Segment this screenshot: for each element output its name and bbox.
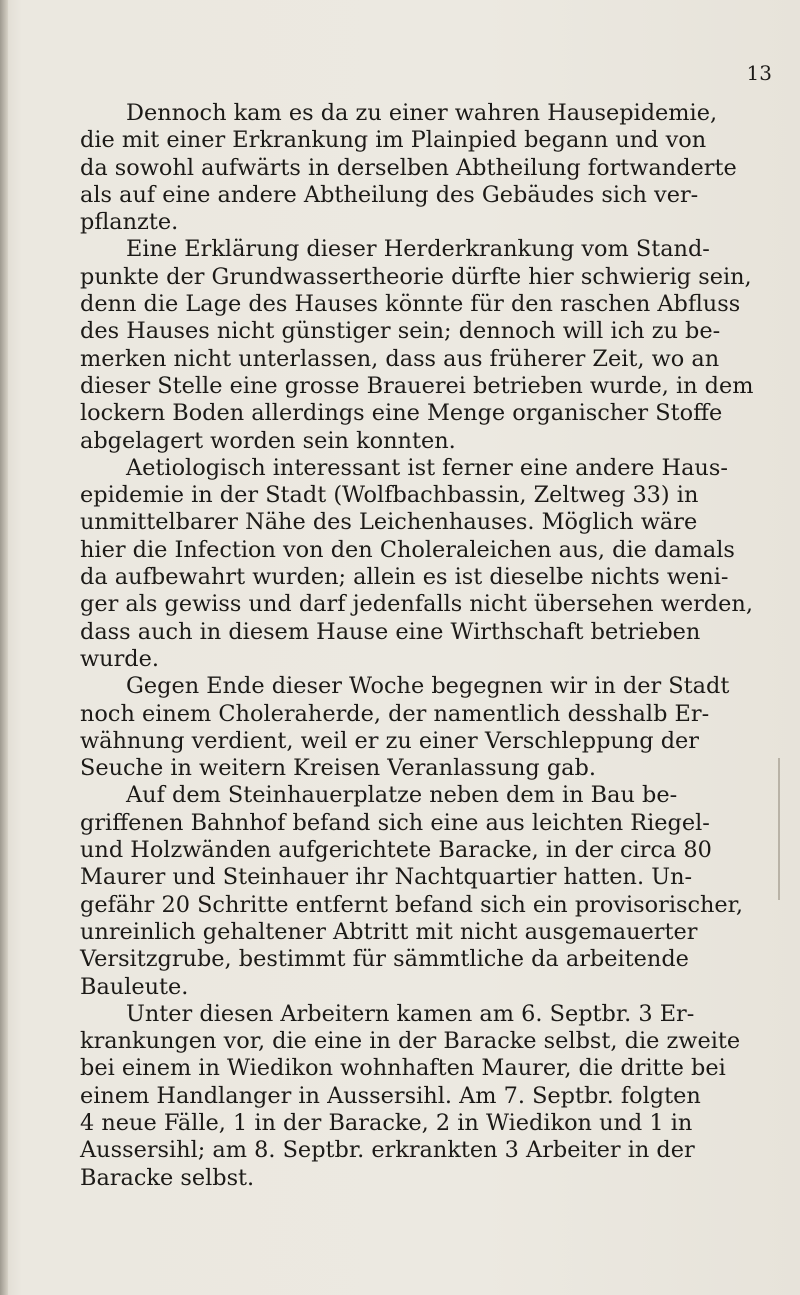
- text-line: wurde.: [80, 645, 159, 672]
- text-line: einem Handlanger in Aussersihl. Am 7. Septbr. folgten: [80, 1082, 701, 1109]
- text-line: unreinlich gehaltener Abtritt mit nicht ausgemauerter: [80, 918, 698, 945]
- text-line: unmittelbarer Nähe des Leichenhauses. Möglich wäre: [80, 509, 698, 536]
- text-line: Maurer und Steinhauer ihr Nachtquartier hatten. Un-: [80, 864, 693, 891]
- body-text: [80, 100, 754, 1192]
- page-number: 13: [746, 61, 772, 85]
- text-line: pflanzte.: [80, 209, 179, 236]
- text-line: Aetiologisch interessant ist ferner eine andere Haus-: [126, 454, 728, 481]
- text-line: gefähr 20 Schritte entfernt befand sich ein provisorischer,: [80, 891, 744, 918]
- text-line: denn die Lage des Hauses könnte für den raschen Abfluss: [80, 291, 741, 318]
- text-line: Seuche in weitern Kreisen Veranlassung gab.: [80, 755, 596, 782]
- text-line: ger als gewiss und darf jedenfalls nicht übersehen werden,: [80, 591, 753, 618]
- text-line: wähnung verdient, weil er zu einer Verschleppung der: [80, 727, 699, 754]
- text-line: punkte der Grundwassertheorie dürfte hier schwierig sein,: [80, 263, 752, 290]
- text-line: Aussersihl; am 8. Septbr. erkrankten 3 Arbeiter in der: [80, 1137, 695, 1164]
- text-line: des Hauses nicht günstiger sein; dennoch will ich zu be-: [80, 318, 721, 345]
- text-line: da aufbewahrt wurden; allein es ist dieselbe nichts weni-: [80, 564, 729, 591]
- text-line: die mit einer Erkrankung im Plainpied begann und von: [80, 127, 707, 154]
- book-spine-shadow: [0, 0, 8, 1295]
- text-line: krankungen vor, die eine in der Baracke selbst, die zweite: [80, 1028, 741, 1055]
- margin-mark: [778, 758, 780, 900]
- text-line: Bauleute.: [80, 973, 189, 1000]
- text-line: lockern Boden allerdings eine Menge organischer Stoffe: [80, 400, 723, 427]
- text-line: da sowohl aufwärts in derselben Abtheilung fortwanderte: [80, 154, 737, 181]
- text-line: dieser Stelle eine grosse Brauerei betrieben wurde, in dem: [80, 372, 754, 399]
- text-line: 4 neue Fälle, 1 in der Baracke, 2 in Wiedikon und 1 in: [80, 1109, 693, 1136]
- text-line: abgelagert worden sein konnten.: [80, 427, 456, 454]
- text-line: Gegen Ende dieser Woche begegnen wir in der Stadt: [126, 673, 730, 700]
- text-line: bei einem in Wiedikon wohnhaften Maurer, die dritte bei: [80, 1055, 726, 1082]
- text-line: hier die Infection von den Choleraleichen aus, die damals: [80, 536, 735, 563]
- text-line: merken nicht unterlassen, dass aus früherer Zeit, wo an: [80, 345, 720, 372]
- text-line: Eine Erklärung dieser Herderkrankung vom Stand-: [126, 236, 710, 263]
- text-line: noch einem Choleraherde, der namentlich desshalb Er-: [80, 700, 710, 727]
- text-line: Dennoch kam es da zu einer wahren Hausepidemie,: [126, 100, 718, 126]
- text-line: epidemie in der Stadt (Wolfbachbassin, Zeltweg 33) in: [80, 482, 699, 509]
- text-line: als auf eine andere Abtheilung des Gebäudes sich ver-: [80, 181, 699, 208]
- text-line: Unter diesen Arbeitern kamen am 6. Septbr. 3 Er-: [126, 1000, 695, 1027]
- text-line: und Holzwänden aufgerichtete Baracke, in der circa 80: [80, 837, 712, 864]
- text-line: Versitzgrube, bestimmt für sämmtliche da arbeitende: [80, 946, 689, 973]
- text-line: dass auch in diesem Hause eine Wirthschaft betrieben: [80, 618, 701, 645]
- text-line: Baracke selbst.: [80, 1164, 255, 1191]
- text-line: Auf dem Steinhauerplatze neben dem in Bau be-: [126, 782, 678, 809]
- text-line: griffenen Bahnhof befand sich eine aus leichten Riegel-: [80, 809, 710, 836]
